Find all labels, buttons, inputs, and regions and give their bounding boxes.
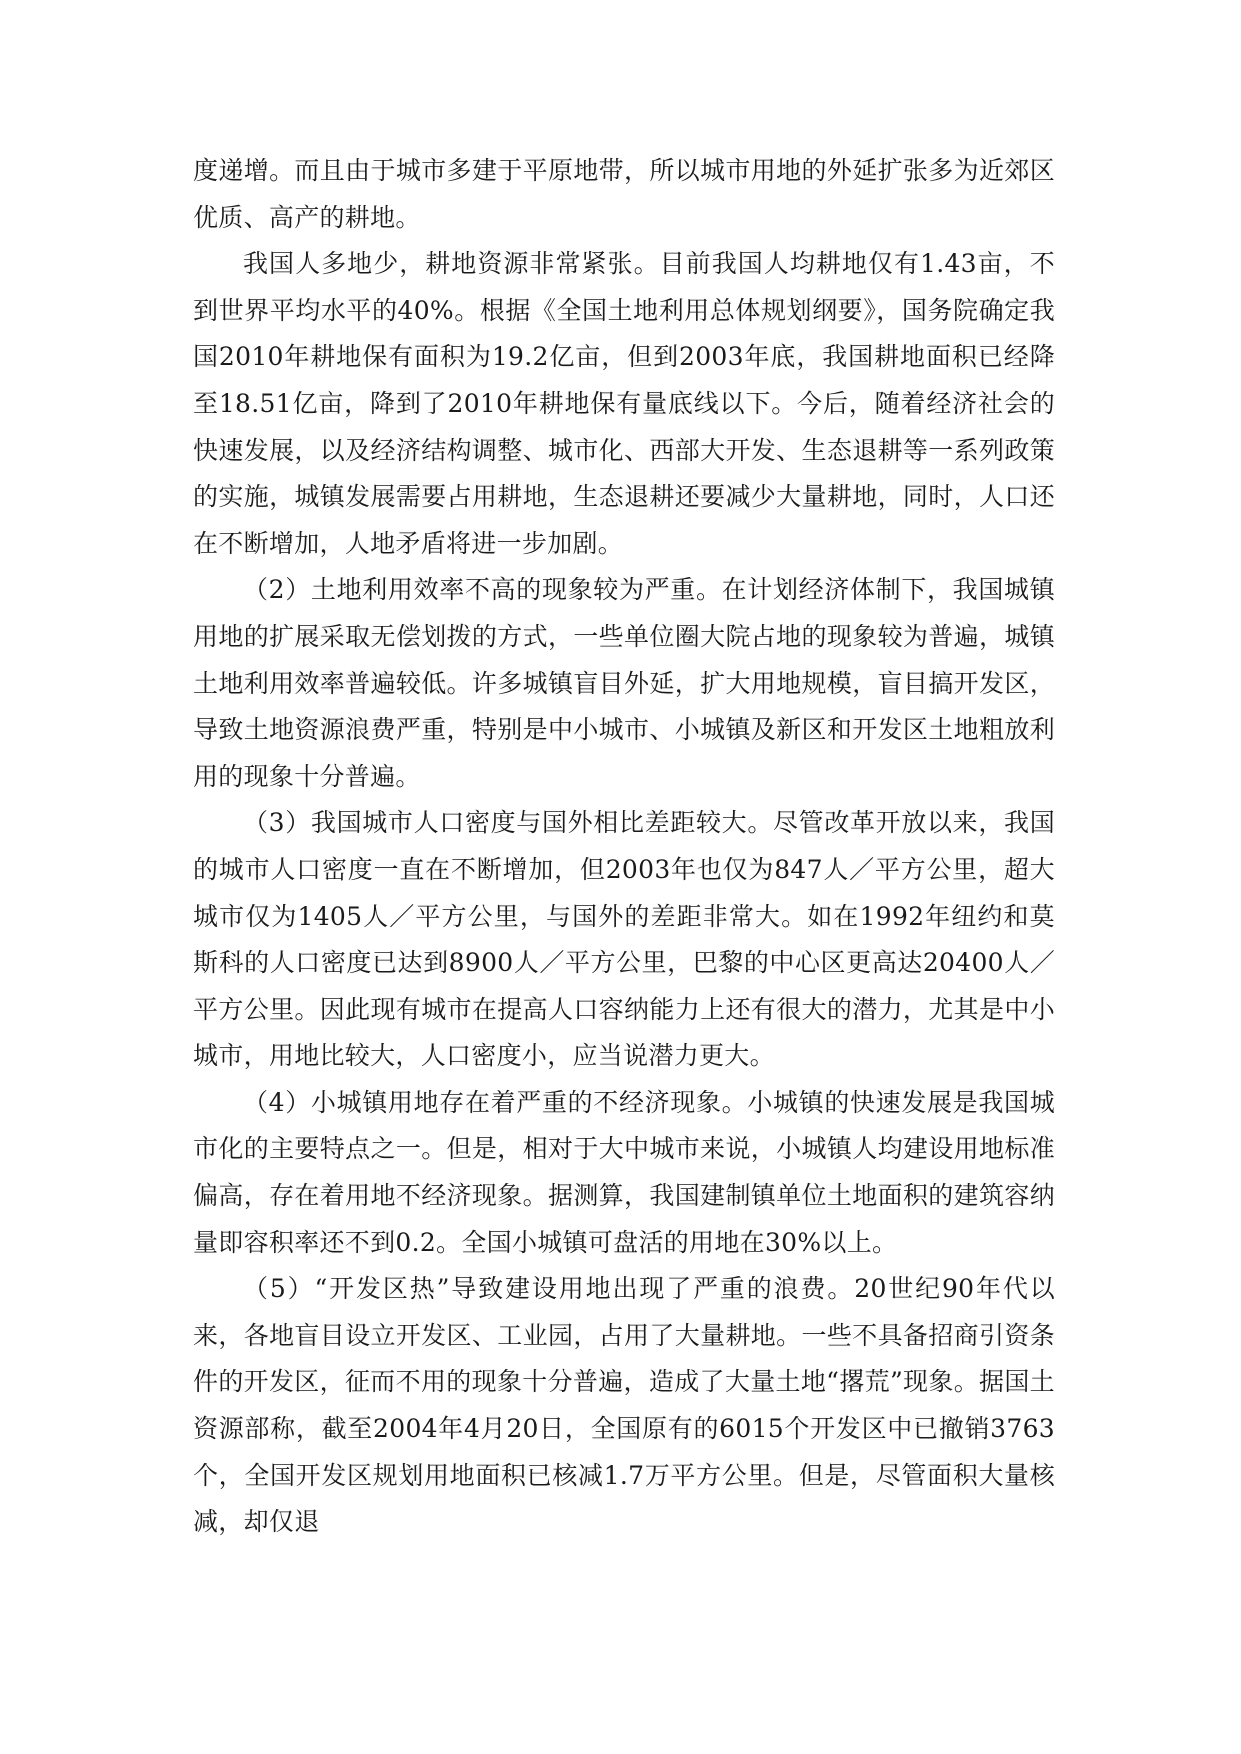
paragraph-farmland-shortage: 我国人多地少，耕地资源非常紧张。目前我国人均耕地仅有1.43亩，不到世界平均水平的40%。根据《全国土地利用总体规划纲要》，国务院确定我国2010年耕地保有面积为19.2亿亩，但到2003年底，我国耕地面积已经降至18.51亿亩，降到了2010年耕地保有量底线以下。今后，随着经济社会的快速发展，以及经济结构调整、城市化、西部大开发、生态退耕等一系列政策的实施，城镇发展需要占用耕地，生态退耕还要减少大量耕地，同时，人口还在不断增加，人地矛盾将进一步加剧。 [193,249,1055,558]
body-text [193,148,1055,1546]
paragraph-population-density: （3）我国城市人口密度与国外相比差距较大。尽管改革开放以来，我国的城市人口密度一直在不断增加，但2003年也仅为847人／平方公里，超大城市仅为1405人／平方公里，与国外的差距非常大。如在1992年纽约和莫斯科的人口密度已达到8900人／平方公里，巴黎的中心区更高达20400人／平方公里。因此现有城市在提高人口容纳能力上还有很大的潜力，尤其是中小城市，用地比较大，人口密度小，应当说潜力更大。 [193,808,1055,1071]
paragraph-development-zones: （5）“开发区热”导致建设用地出现了严重的浪费。20世纪90年代以来，各地盲目设立开发区、工业园，占用了大量耕地。一些不具备招商引资条件的开发区，征而不用的现象十分普遍，造成了大量土地“撂荒”现象。据国土资源部称，截至2004年4月20日，全国原有的6015个开发区中已撤销3763个，全国开发区规划用地面积已核减1.7万平方公里。但是，尽管面积大量核减，却仅退 [193,1274,1055,1537]
paragraph-continuation: 度递增。而且由于城市多建于平原地带，所以城市用地的外延扩张多为近郊区优质、高产的耕地。 [193,156,1055,232]
paragraph-land-efficiency: （2）土地利用效率不高的现象较为严重。在计划经济体制下，我国城镇用地的扩展采取无偿划拨的方式，一些单位圈大院占地的现象较为普遍，城镇土地利用效率普遍较低。许多城镇盲目外延，扩大用地规模，盲目搞开发区，导致土地资源浪费严重，特别是中小城市、小城镇及新区和开发区土地粗放利用的现象十分普遍。 [193,575,1055,791]
paragraph-small-towns: （4）小城镇用地存在着严重的不经济现象。小城镇的快速发展是我国城市化的主要特点之一。但是，相对于大中城市来说，小城镇人均建设用地标准偏高，存在着用地不经济现象。据测算，我国建制镇单位土地面积的建筑容纳量即容积率还不到0.2。全国小城镇可盘活的用地在30%以上。 [193,1087,1055,1257]
